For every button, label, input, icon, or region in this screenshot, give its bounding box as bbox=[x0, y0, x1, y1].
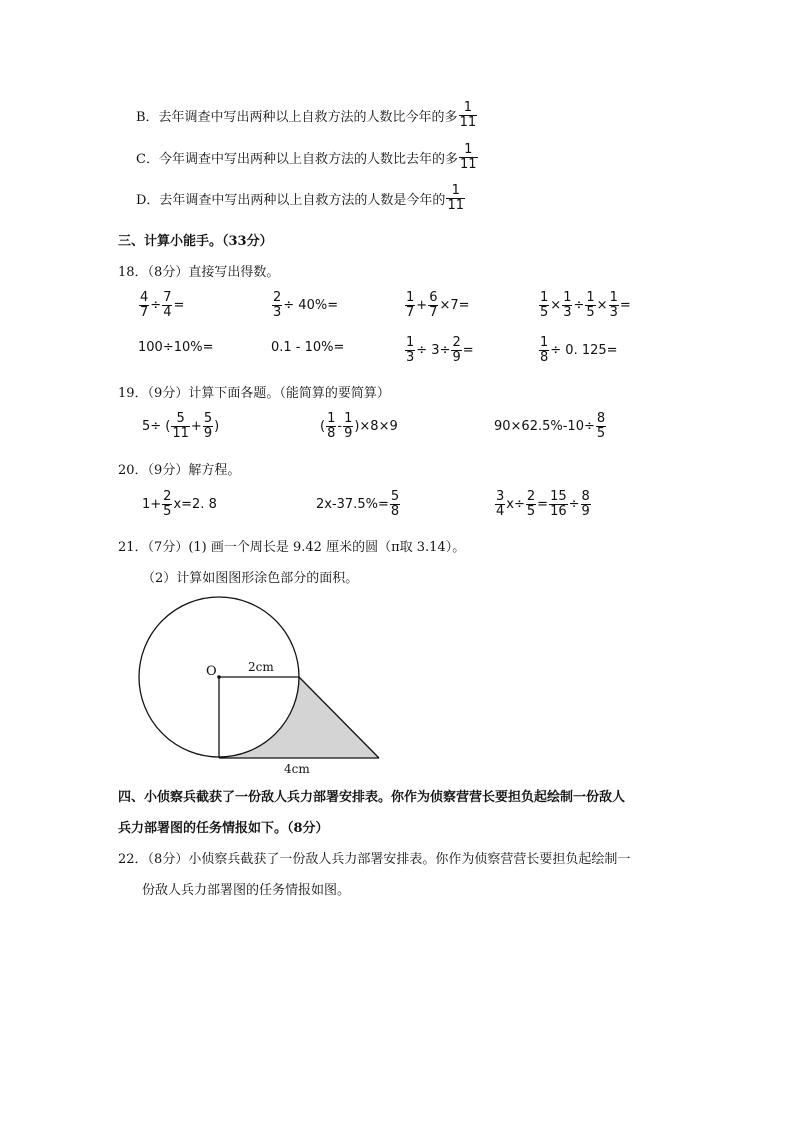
option-d-text: D．去年调查中写出两种以上自救方法的人数是今年的 bbox=[136, 192, 446, 208]
q22-line-1: 22．（8分）小侦察兵截获了一份敌人兵力部署安排表。你作为侦察营营长要担负起绘制一 bbox=[118, 852, 631, 867]
q20-header: 20．（9分）解方程。 bbox=[118, 463, 241, 478]
q20-expr-3: $\frac{3}{4}$ x÷ $\frac{2}{5}$ = $\frac{15}{16}$ ÷ $\frac{8}{9}$ bbox=[496, 489, 590, 519]
q20-expr-2: 2x-37.5%= $\frac{5}{8}$ bbox=[316, 489, 400, 519]
q18-expr-1: $\frac{4}{7}$ ÷ $\frac{7}{4}$ = bbox=[140, 290, 185, 320]
q18-expr-4: $\frac{1}{5}$ × $\frac{1}{3}$ ÷ $\frac{1}{5}$ × $\frac{1}{3}$ = bbox=[540, 290, 631, 320]
q21-header: 21．（7分）(1) 画一个周长是 9.42 厘米的圆（π取 3.14）。 bbox=[118, 540, 466, 555]
q20-expr-1: 1+ $\frac{2}{5}$ x=2. 8 bbox=[142, 489, 217, 519]
q18-expr-7: $\frac{1}{3}$ ÷ 3÷ $\frac{2}{9}$ = bbox=[406, 335, 474, 365]
q18-expr-2: $\frac{2}{3}$ ÷ 40%= bbox=[273, 290, 339, 320]
q19-expr-3: 90×62.5%-10÷ $\frac{8}{5}$ bbox=[494, 411, 606, 441]
q18-expr-5: 100÷10%= bbox=[138, 340, 214, 355]
option-b bbox=[136, 101, 478, 129]
q18-expr-8: $\frac{1}{8}$ ÷ 0. 125= bbox=[540, 335, 618, 365]
q19-expr-1: 5÷ ( $\frac{5}{11}$ + $\frac{5}{9}$ ) bbox=[142, 411, 220, 441]
option-d-fraction: $\frac{1}{11}$ bbox=[447, 183, 464, 213]
q21-sub-2: （2）计算如图图形涂色部分的面积。 bbox=[142, 571, 359, 586]
section-3-title: 三、计算小能手。（33分） bbox=[118, 234, 273, 249]
option-b-text: B．去年调查中写出两种以上自救方法的人数比今年的多 bbox=[136, 109, 458, 125]
option-b-fraction: $\frac{1}{11}$ bbox=[459, 100, 477, 130]
shaded-triangle-with-arc bbox=[219, 677, 379, 758]
option-c bbox=[136, 143, 479, 171]
section-4-line-2: 兵力部署图的任务情报如下。（8分） bbox=[118, 821, 329, 836]
base-label: 4cm bbox=[284, 762, 310, 776]
q19-header: 19．（9分）计算下面各题。（能简算的要简算） bbox=[118, 386, 390, 401]
center-point bbox=[217, 675, 221, 679]
radius-label: 2cm bbox=[248, 660, 274, 674]
q18-expr-6: 0.1 - 10%= bbox=[271, 340, 345, 355]
q18-header: 18．（8分）直接写出得数。 bbox=[118, 265, 280, 280]
section-4-line-1: 四、小侦察兵截获了一份敌人兵力部署安排表。你作为侦察营营长要担负起绘制一份敌人 bbox=[118, 790, 626, 805]
q18-expr-3: $\frac{1}{7}$ + $\frac{6}{7}$ ×7= bbox=[406, 290, 470, 320]
q21-figure bbox=[130, 595, 400, 780]
q22-line-2: 份敌人兵力部署图的任务情报如图。 bbox=[142, 883, 351, 898]
center-label: O bbox=[206, 664, 217, 679]
option-d bbox=[136, 184, 466, 212]
option-c-fraction: $\frac{1}{11}$ bbox=[459, 142, 477, 172]
option-c-text: C．今年调查中写出两种以上自救方法的人数比去年的多 bbox=[136, 151, 458, 167]
q19-expr-2: ( $\frac{1}{8}$ - $\frac{1}{9}$ )×8×9 bbox=[320, 411, 398, 441]
